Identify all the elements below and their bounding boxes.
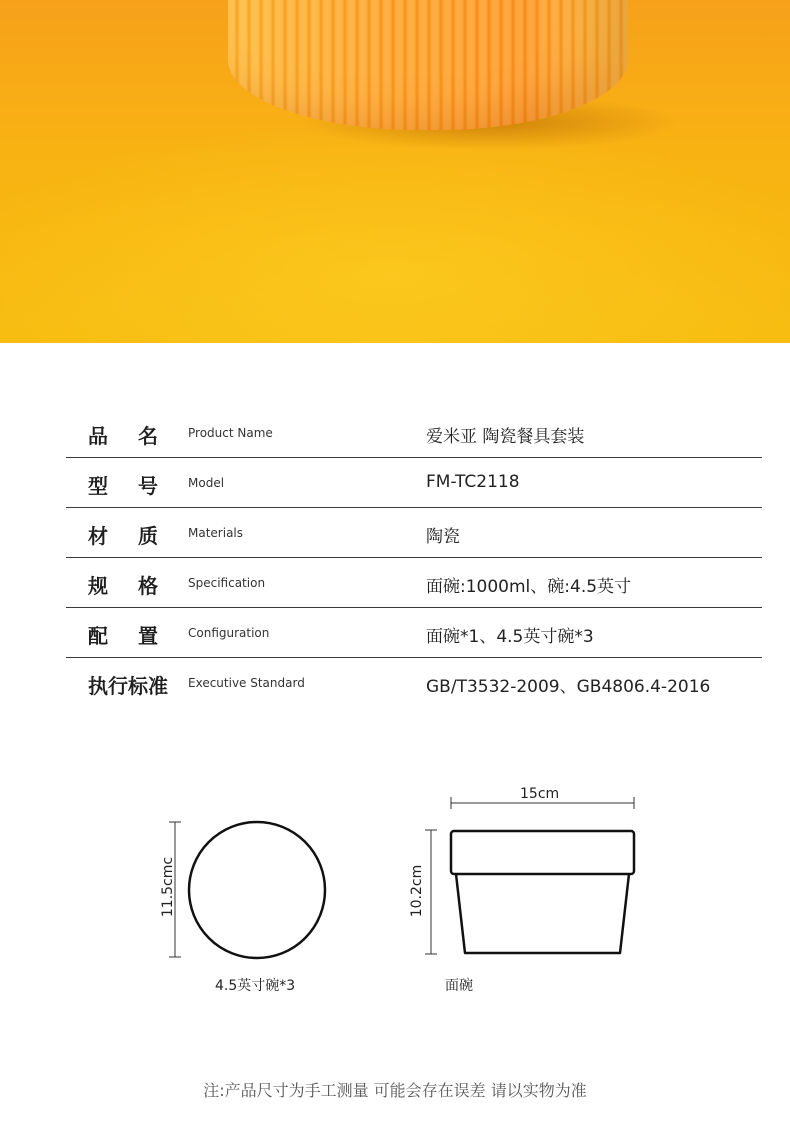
dimension-drawing: [0, 770, 790, 1010]
spec-cn-label: [88, 570, 158, 599]
spec-row-model: [66, 458, 762, 508]
measurement-note: 注:产品尺寸为手工测量 可能会存在误差 请以实物为准: [203, 1081, 587, 1100]
noodle-bowl-height-label: 10.2cm: [409, 864, 425, 918]
hero-light-glow: [0, 120, 790, 343]
hero-product-photo: [0, 0, 790, 343]
noodle-bowl-width-label: 15cm: [520, 786, 560, 802]
small-bowl-outline: [189, 822, 325, 958]
small-bowl-height-label: 11.5cmc: [160, 856, 176, 918]
spec-cn-char: 配: [88, 624, 108, 648]
spec-cn-char: 号: [138, 474, 158, 498]
spec-en-label: Model: [188, 476, 225, 490]
spec-cn-label: [88, 620, 158, 649]
spec-cn-label: 执行标准: [88, 674, 168, 698]
dimension-diagram: [0, 770, 790, 1010]
spec-en-label: Specification: [188, 576, 266, 590]
spec-cn-label: [88, 420, 158, 449]
spec-row-materials: [66, 508, 762, 558]
noodle-bowl-rim: [451, 831, 634, 874]
spec-value: FM-TC2118: [426, 472, 520, 492]
spec-row-configuration: [66, 608, 762, 658]
spec-cn-char: 质: [138, 524, 158, 548]
spec-cn-label: [88, 520, 158, 549]
spec-cn-char: 置: [138, 624, 158, 648]
spec-cn-char: 型: [88, 474, 108, 498]
noodle-bowl-caption: 面碗: [445, 978, 473, 994]
spec-cn-char: 规: [88, 574, 108, 598]
small-bowl-caption: 4.5英寸碗*3: [215, 978, 296, 994]
spec-row-specification: [66, 558, 762, 608]
spec-row-executive-standard: [66, 658, 762, 707]
spec-en-label: Executive Standard: [188, 676, 305, 690]
spec-en-label: Product Name: [188, 426, 273, 440]
spec-table: [66, 408, 762, 707]
spec-value: 爱米亚 陶瓷餐具套装: [426, 427, 585, 447]
spec-cn-char: 格: [138, 574, 158, 598]
noodle-bowl-body: [456, 874, 629, 953]
spec-value: GB/T3532-2009、GB4806.4-2016: [426, 677, 711, 697]
spec-value: 陶瓷: [426, 527, 460, 547]
spec-row-product-name: [66, 408, 762, 458]
orange-ribbed-bowl: [228, 0, 628, 130]
spec-value: 面碗*1、4.5英寸碗*3: [426, 627, 594, 647]
spec-cn-char: 品: [88, 424, 108, 448]
spec-value: 面碗:1000ml、碗:4.5英寸: [426, 577, 632, 597]
spec-cn-label: [88, 470, 158, 499]
spec-cn-char: 材: [88, 524, 108, 548]
spec-en-label: Configuration: [188, 626, 270, 640]
spec-en-label: Materials: [188, 526, 244, 540]
spec-cn-char: 名: [138, 424, 158, 448]
